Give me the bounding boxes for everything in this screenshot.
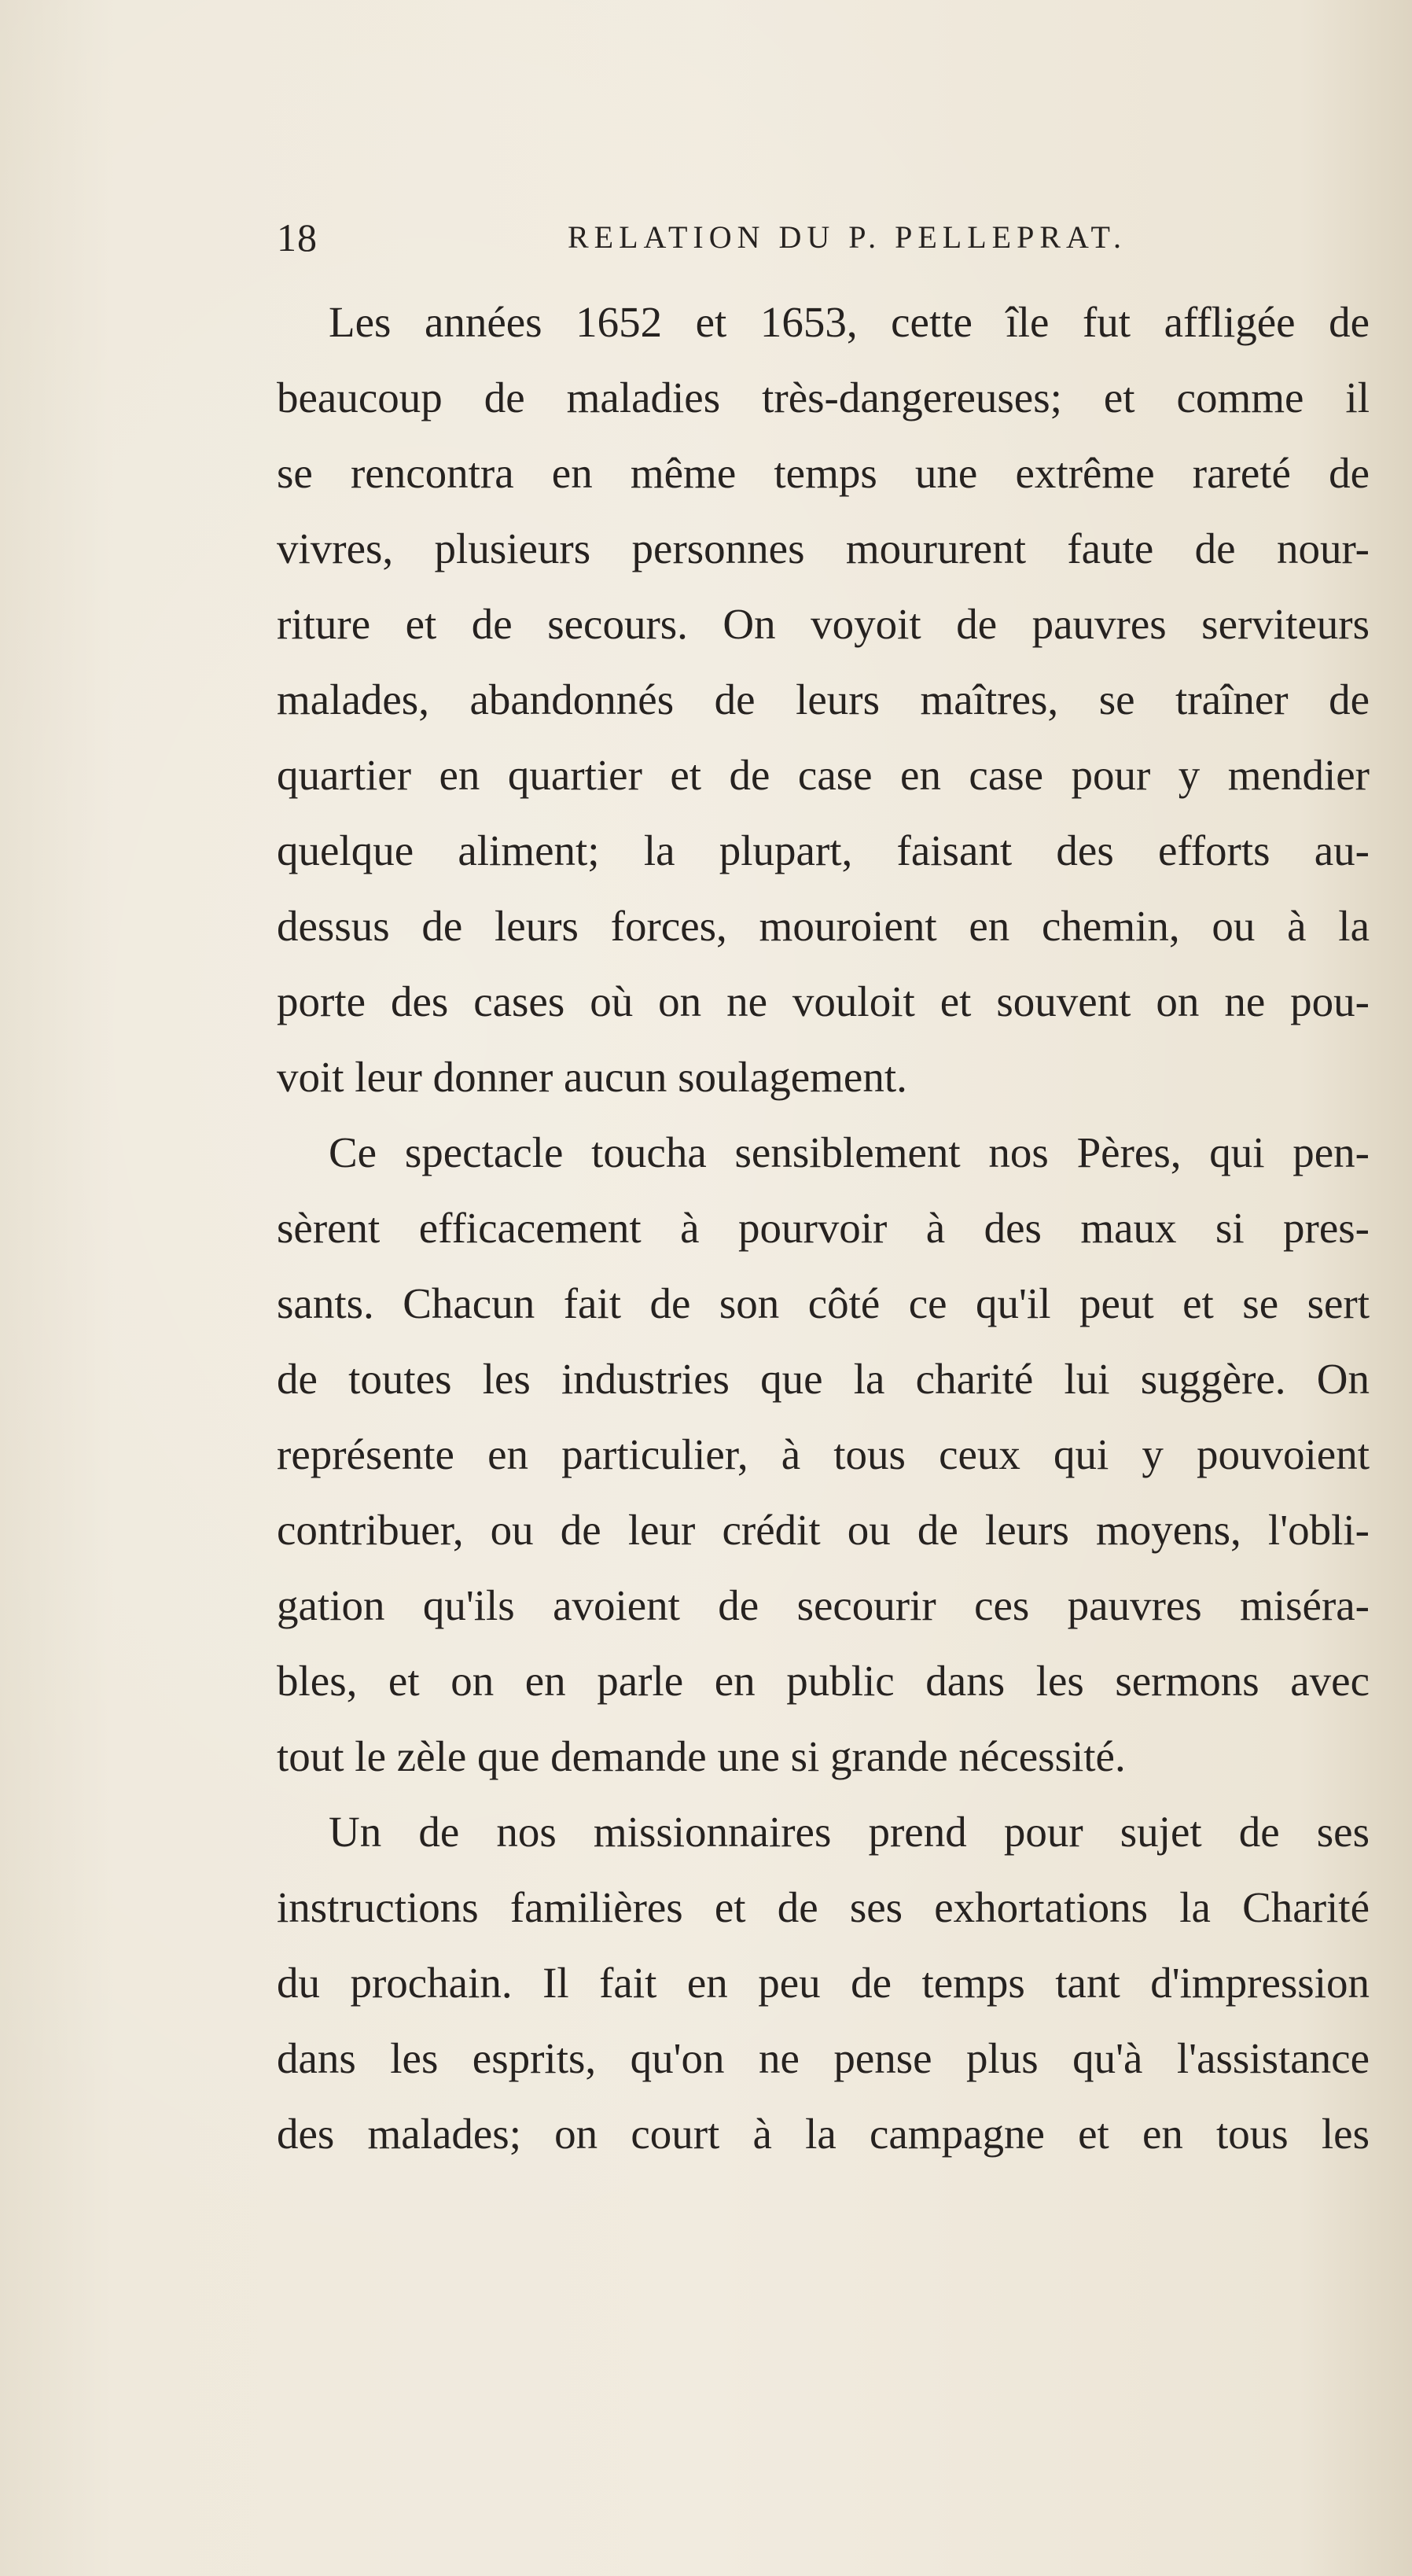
text-line: sèrent efficacement à pourvoir à des maux si pres- [277,1204,1370,1252]
text-line: dessus de leurs forces, mouroient en chemin, ou à la [277,902,1370,950]
text-line: dans les esprits, qu'on ne pense plus qu'à l'assistance [277,2034,1370,2082]
text-line: vivres, plusieurs personnes moururent faute de nour- [277,524,1370,572]
text-line: malades, abandonnés de leurs maîtres, se traîner de [277,675,1370,723]
text-line: de toutes les industries que la charité lui suggère. On [277,1355,1370,1403]
text-line: des malades; on court à la campagne et en tous les [277,2110,1370,2158]
text-line: instructions familières et de ses exhortations la Charité [277,1883,1370,1931]
page-header [277,206,1370,269]
paragraph [277,1115,1370,1794]
text-line: Un de nos missionnaires prend pour sujet de ses [329,1808,1370,1856]
text-line: voit leur donner aucun soulagement. [277,1053,907,1101]
text-line: gation qu'ils avoient de secourir ces pauvres miséra- [277,1581,1370,1629]
paragraph [277,285,1370,1115]
text-line: bles, et on en parle en public dans les sermons avec [277,1657,1370,1705]
text-line: Ce spectacle toucha sensiblement nos Pères, qui pen- [329,1128,1370,1176]
text-line: quartier en quartier et de case en case pour y mendier [277,751,1370,799]
text-line: du prochain. Il fait en peu de temps tant d'impression [277,1959,1370,2007]
body-text [277,285,1370,2172]
text-line: quelque aliment; la plupart, faisant des efforts au- [277,826,1370,874]
text-line: contribuer, ou de leur crédit ou de leurs moyens, l'obli- [277,1506,1370,1554]
text-line: Les années 1652 et 1653, cette île fut affligée de [329,298,1370,346]
running-title: RELATION DU P. PELLEPRAT. [568,219,1127,255]
text-line: sants. Chacun fait de son côté ce qu'il peut et se sert [277,1279,1370,1327]
text-line: tout le zèle que demande une si grande nécessité. [277,1732,1126,1780]
text-line: porte des cases où on ne vouloit et souvent on ne pou- [277,977,1370,1025]
page-number: 18 [277,215,318,259]
text-line: représente en particulier, à tous ceux qui y pouvoient [277,1430,1370,1478]
paragraph [277,1794,1370,2172]
text-line: riture et de secours. On voyoit de pauvres serviteurs [277,600,1370,648]
text-line: beaucoup de maladies très-dangereuses; et comme il [277,374,1370,421]
text-line: se rencontra en même temps une extrême rareté de [277,449,1370,497]
